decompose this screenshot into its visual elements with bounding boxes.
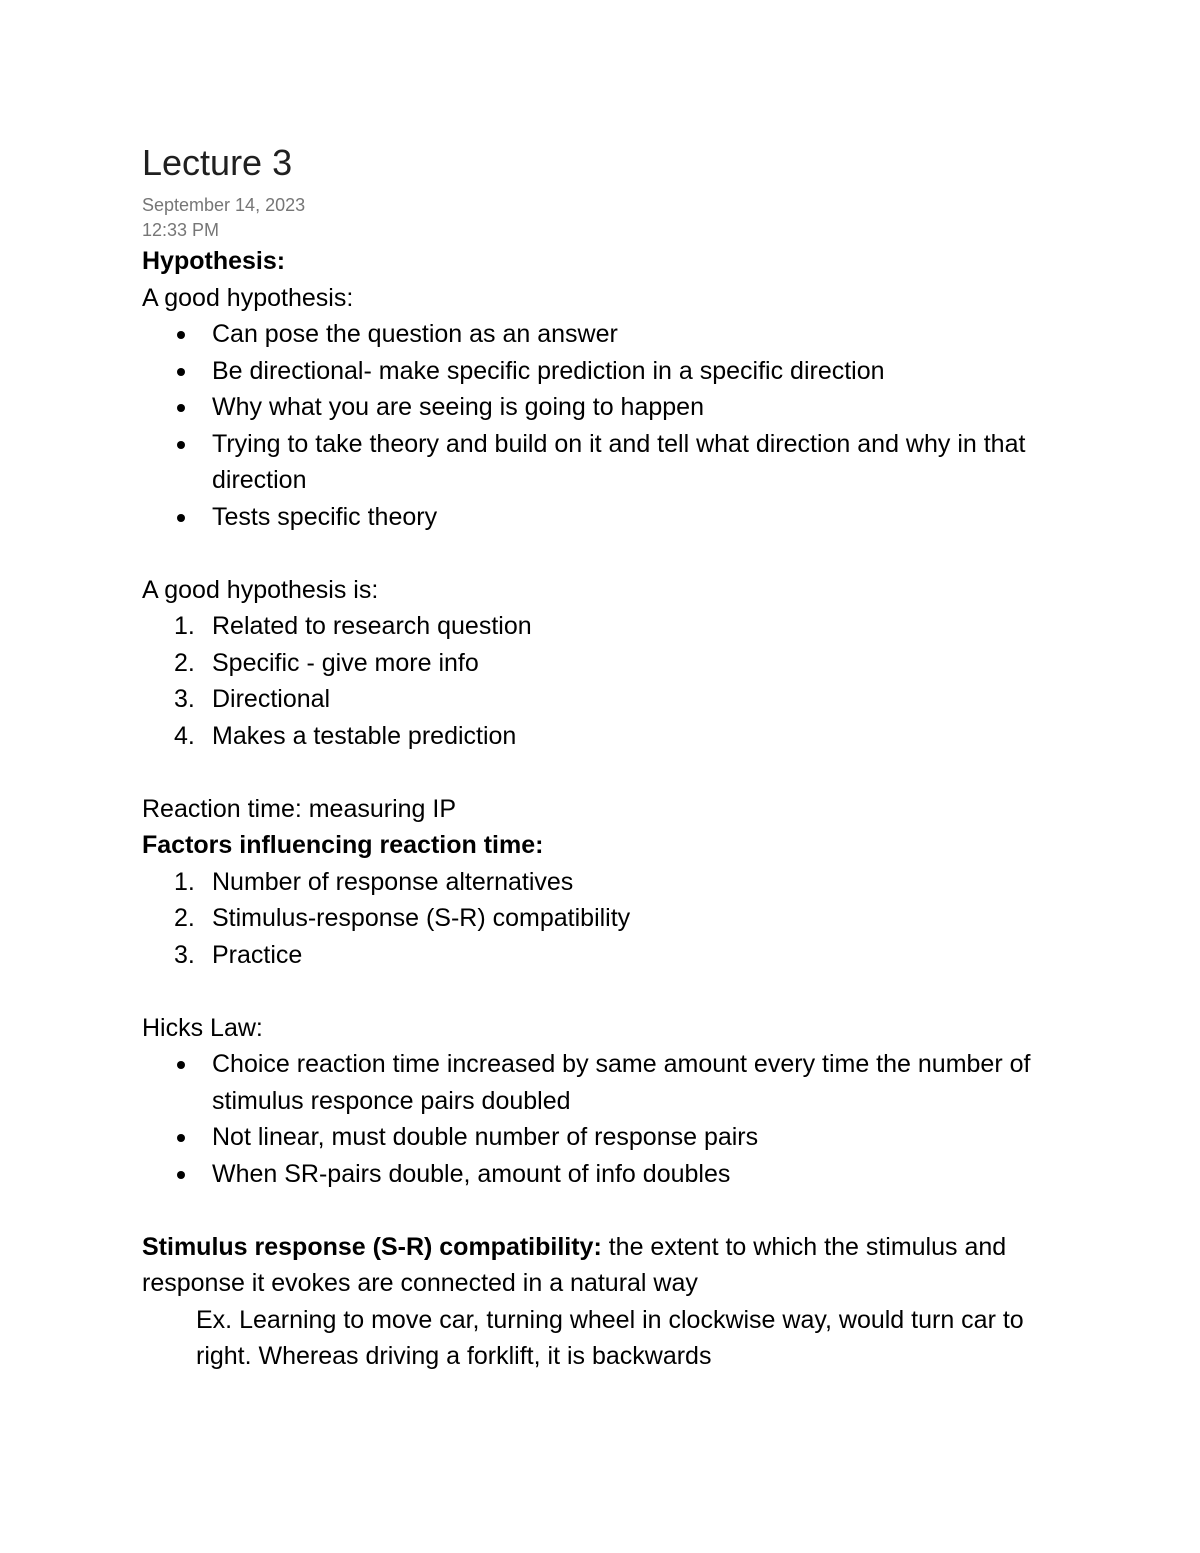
list-item-text: Be directional- make specific prediction in a specific direction (212, 356, 885, 385)
list-item-text: Stimulus-response (S-R) compatibility (212, 904, 631, 932)
bullet-icon (177, 404, 185, 412)
bullet-icon (177, 368, 185, 376)
list-item-text: Trying to take theory and build on it and tell what direction and why in that direction (212, 429, 1026, 494)
factors-numbered-list (142, 864, 1072, 974)
list-item-text: Practice (212, 940, 303, 969)
list-item (142, 718, 1072, 755)
sr-compatibility-term: Stimulus response (S-R) compatibility: (142, 1232, 602, 1261)
spacer (142, 1192, 1072, 1229)
list-item (142, 426, 1072, 499)
list-item-text: Related to research question (212, 612, 532, 640)
note-time: 12:33 PM (142, 220, 220, 240)
list-item (142, 316, 1072, 353)
list-item (142, 499, 1072, 536)
bullet-icon (177, 1171, 185, 1179)
list-item (142, 645, 1072, 682)
list-item (142, 1046, 1072, 1119)
list-item-text: When SR-pairs double, amount of info doubles (212, 1159, 731, 1188)
sr-compatibility-definition: the extent to which the stimulus and response it evokes are connected in a natural way (142, 1232, 1007, 1297)
list-number: 1. (174, 867, 195, 896)
list-item (142, 864, 1072, 901)
list-item-text: Tests specific theory (212, 502, 438, 531)
bullet-icon (177, 1061, 185, 1069)
hypothesis-bullet-list (142, 316, 1072, 535)
hypothesis-numbered-list (142, 608, 1072, 754)
list-item-text: Specific - give more info (212, 648, 479, 677)
hypothesis-intro: A good hypothesis: (142, 283, 354, 312)
list-item-text: Number of response alternatives (212, 867, 574, 896)
list-item (142, 900, 1072, 937)
list-item (142, 1119, 1072, 1156)
bullet-icon (177, 514, 185, 522)
list-item (142, 353, 1072, 390)
hicks-law-heading: Hicks Law: (142, 1013, 263, 1042)
hypothesis-heading: Hypothesis: (142, 247, 286, 275)
list-item-text: Makes a testable prediction (212, 721, 517, 750)
list-item (142, 389, 1072, 426)
spacer (142, 973, 1072, 1010)
list-item-text: Why what you are seeing is going to happen (212, 393, 704, 421)
sr-compatibility-paragraph (142, 1229, 1072, 1302)
list-item (142, 1156, 1072, 1193)
list-number: 2. (174, 904, 195, 932)
reaction-time-line: Reaction time: measuring IP (142, 794, 457, 823)
list-item-text: Not linear, must double number of response pairs (212, 1123, 759, 1151)
list-number: 3. (174, 940, 195, 969)
list-item-text: Choice reaction time increased by same amount every time the number of stimulus responce pairs doubled (212, 1050, 1031, 1115)
sr-compatibility-example: Ex. Learning to move car, turning wheel in clockwise way, would turn car to right. Whereas driving a forklift, it is backwards (196, 1305, 1024, 1370)
list-item (142, 937, 1072, 974)
bullet-icon (177, 441, 185, 449)
list-number: 4. (174, 721, 195, 750)
list-number: 2. (174, 648, 195, 677)
hypothesis-intro-2: A good hypothesis is: (142, 575, 379, 604)
note-date: September 14, 2023 (142, 195, 306, 215)
list-number: 3. (174, 685, 195, 713)
list-number: 1. (174, 612, 195, 640)
list-item (142, 608, 1072, 645)
list-item (142, 681, 1072, 718)
list-item-text: Can pose the question as an answer (212, 320, 618, 348)
spacer (142, 754, 1072, 791)
bullet-icon (177, 1134, 185, 1142)
bullet-icon (177, 331, 185, 339)
list-item-text: Directional (212, 685, 331, 713)
page-title: Lecture 3 (142, 142, 293, 183)
hicks-law-bullet-list (142, 1046, 1072, 1192)
factors-heading: Factors influencing reaction time: (142, 831, 544, 859)
note-page (142, 140, 1072, 1375)
spacer (142, 535, 1072, 572)
